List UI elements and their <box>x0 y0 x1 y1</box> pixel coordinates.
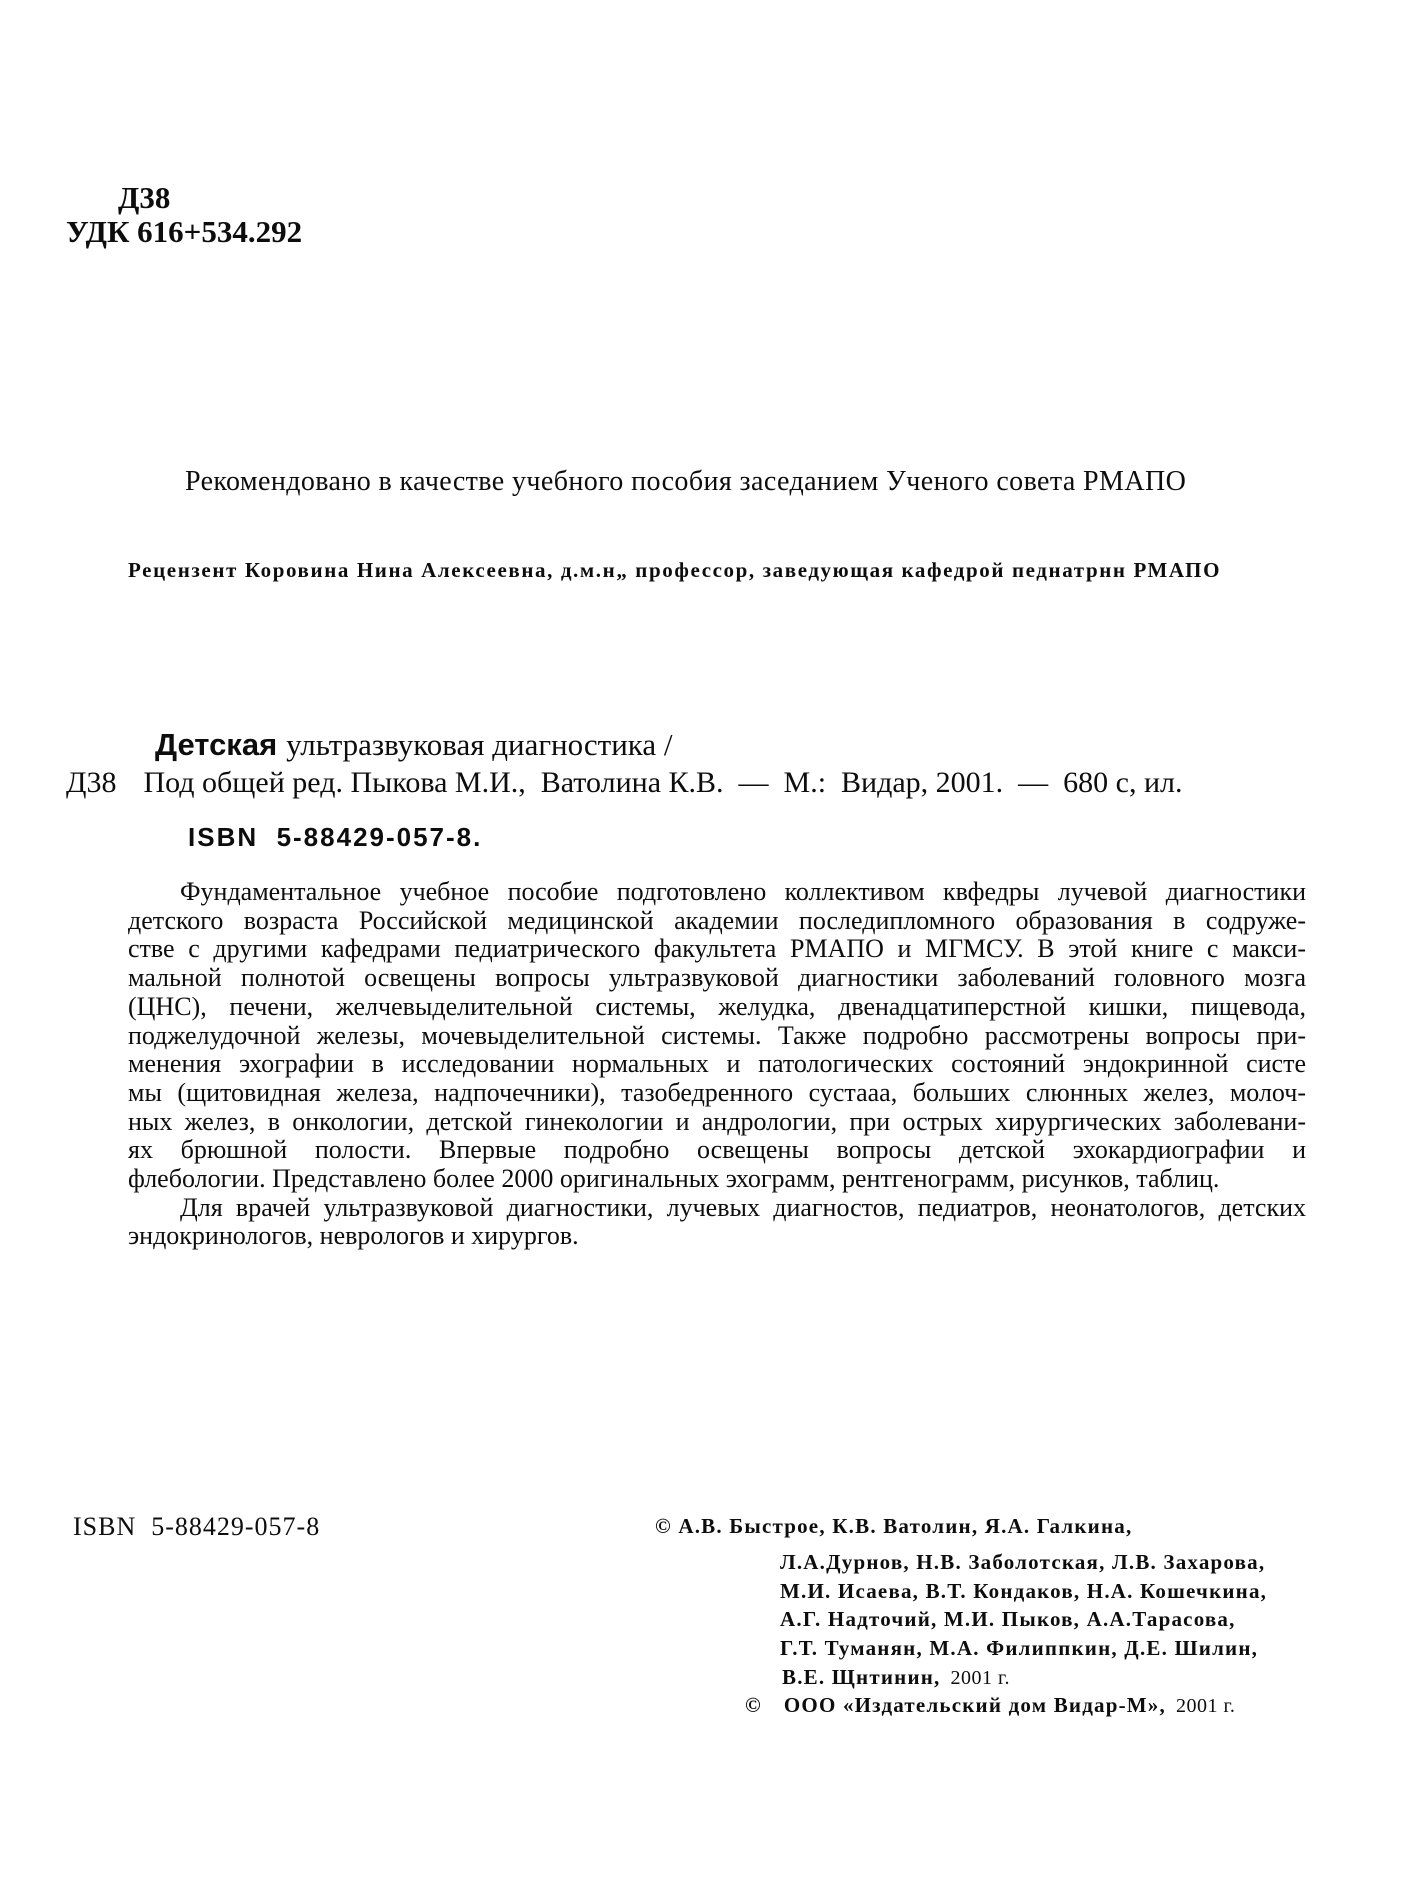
annotation-line: мы (щитовидная железа, надпочечники), тазобедренного сустааа, больших слюнных желез, молоч- <box>128 1077 1306 1107</box>
annotation-line: менения эхографии в исследовании нормальных и патологических состояний эндокринной систе <box>128 1049 1306 1079</box>
copyright-symbol: © <box>745 1693 762 1717</box>
annotation-line: мальной полнотой освещены вопросы ультразвуковой диагностики заболеваний головного мозга <box>128 963 1306 993</box>
isbn-bottom: ISBN 5-88429-057-8 <box>73 1512 321 1541</box>
annotation-line: ных желез, в онкологии, детской гинекологии и андрологии, при острых хирургических заболевани- <box>128 1106 1306 1136</box>
imprint-text: Под общей ред. Пыкова М.И., Ватолина К.В. — М.: Видар, 2001. — 680 с, ил. <box>143 766 1183 799</box>
annotation-line: поджелудочной железы, мочевыделительной системы. Также подробно рассмотрены вопросы при- <box>128 1020 1306 1050</box>
annotation-paragraph <box>128 878 1306 1194</box>
book-title-line <box>155 726 673 764</box>
annotation-line: Фундаментальное учебное пособие подготовлено коллективом квфедры лучевой диагностики <box>180 877 1306 906</box>
imprint-line <box>66 764 1183 802</box>
catalog-code: Д38 <box>118 180 171 215</box>
annotation-line: (ЦНС), печени, желчевыделительной системы, желудка, двенадцатиперстной кишки, пищевода, <box>128 991 1306 1021</box>
copyright-authors-first-line: © А.В. Быстрое, К.В. Ватолин, Я.А. Галкина, <box>655 1514 1133 1538</box>
copyright-last-author: В.Е. Щнтинин, <box>782 1665 941 1689</box>
publisher-copyright-line <box>745 1691 1235 1721</box>
audience-paragraph <box>128 1194 1306 1251</box>
copyright-author-line: Г.Т. Туманян, М.А. Филиппкин, Д.Е. Шилин, <box>780 1636 1259 1661</box>
publisher-year: 2001 г. <box>1175 1695 1236 1717</box>
copyright-year-line <box>782 1663 1010 1693</box>
copyright-authors-continuation <box>780 1548 1267 1663</box>
recommendation-line: Рекомендовано в качестве учебного пособия заседанием Ученого совета РМАПО <box>185 466 1187 497</box>
annotation-line: детского возраста Российской медицинской академии последипломного образования в содруже- <box>128 905 1306 935</box>
book-title-rest: ультразвуковая диагностика / <box>286 727 673 762</box>
annotation-line: стве с другими кафедрами педиатрического факультета РМАПО и МГМСУ. В этой книге с макси- <box>128 934 1306 964</box>
publisher-name: ООО «Издательский дом Видар-М», <box>783 1693 1166 1717</box>
udc-number: УДК 616+534.292 <box>66 214 303 249</box>
copyright-author-line: Л.А.Дурнов, Н.В. Заболотская, Л.В. Захарова, <box>780 1550 1266 1574</box>
isbn-top: ISBN 5-88429-057-8. <box>188 822 483 852</box>
audience-line: эндокринологов, неврологов и хирургов. <box>128 1221 579 1251</box>
imprint-catalog-code: Д38 <box>66 766 117 799</box>
audience-line: Для врачей ультразвуковой диагностики, лучевых диагностов, педиатров, неонатологов, детских <box>180 1192 1306 1222</box>
reviewer-line: Рецензент Коровина Нина Алексеевна, д.м.н„ профессор, заведующая кафедрой педнатрнн РМАПО <box>128 558 1222 582</box>
copyright-author-line: М.И. Исаева, В.Т. Кондаков, Н.А. Кошечкина, <box>780 1578 1268 1603</box>
annotation-block <box>128 878 1306 1251</box>
annotation-line: флебологии. Представлено более 2000 оригинальных эхограмм, рентгенограмм, рисунков, таблиц. <box>128 1164 1220 1194</box>
copyright-year: 2001 г. <box>950 1667 1010 1689</box>
annotation-line: ях брюшной полости. Впервые подробно освещены вопросы детской эхокардиографии и <box>128 1135 1306 1165</box>
copyright-author-line: А.Г. Надточий, М.И. Пыков, А.А.Тарасова, <box>780 1607 1236 1632</box>
book-title-bold: Детская <box>155 727 278 762</box>
